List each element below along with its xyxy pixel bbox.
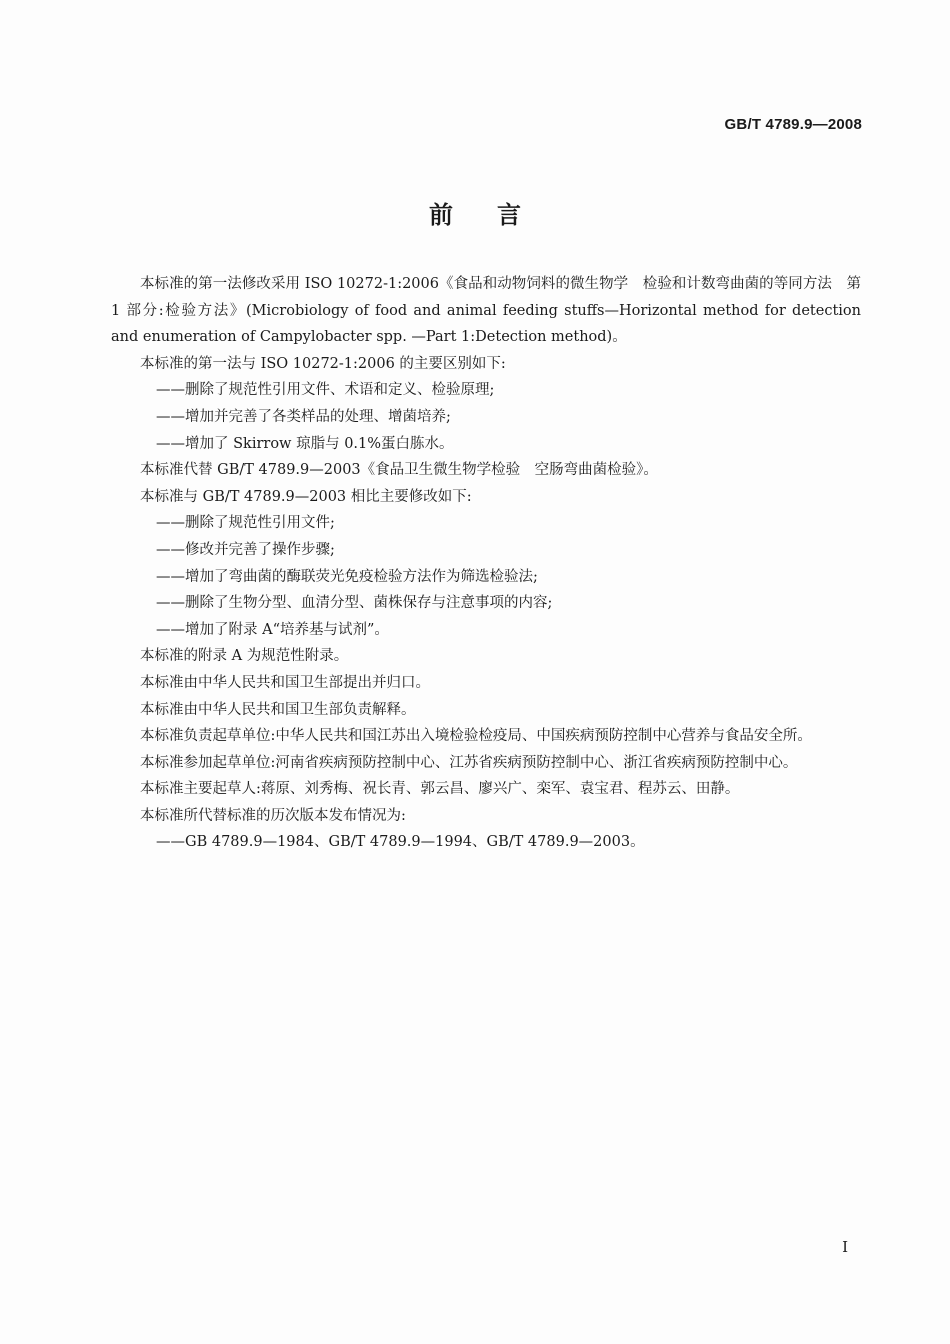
- paragraph: 本标准代替 GB/T 4789.9—2003《食品卫生微生物学检验 空肠弯曲菌检验》。: [140, 462, 658, 479]
- list-item: ——GB 4789.9—1984、GB/T 4789.9—1994、GB/T 4789.9—2003。: [156, 834, 645, 851]
- list-item: ——删除了规范性引用文件、术语和定义、检验原理;: [156, 382, 495, 399]
- list-item: ——删除了生物分型、血清分型、菌株保存与注意事项的内容;: [156, 595, 553, 612]
- paragraph: 本标准负责起草单位:中华人民共和国江苏出入境检验检疫局、中国疾病预防控制中心营养与食品安全所。: [140, 728, 812, 745]
- page-title: 前言: [429, 201, 565, 229]
- paragraph: 本标准由中华人民共和国卫生部提出并归口。: [140, 674, 430, 691]
- paragraph: 本标准由中华人民共和国卫生部负责解释。: [140, 701, 416, 718]
- paragraph: 本标准与 GB/T 4789.9—2003 相比主要修改如下:: [140, 488, 472, 505]
- paragraph: 本标准主要起草人:蒋原、刘秀梅、祝长青、郭云昌、廖兴广、栾军、袁宝君、程苏云、田静。: [140, 781, 740, 798]
- paragraph: 本标准所代替标准的历次版本发布情况为:: [140, 807, 406, 824]
- paragraph: 本标准的第一法修改采用 ISO 10272-1:2006《食品和动物饲料的微生物学 检验和计数弯曲菌的等同方法 第 1 部分:检验方法》(Microbiology of food and animal feeding stuffs—Horizontal method for detection and enumeration of Campylobacter spp. —Part 1:Detection method)。: [111, 276, 861, 346]
- list-item: ——删除了规范性引用文件;: [156, 515, 335, 532]
- list-item: ——修改并完善了操作步骤;: [156, 541, 335, 558]
- paragraph: 本标准的第一法与 ISO 10272-1:2006 的主要区别如下:: [140, 355, 506, 372]
- paragraph: 本标准的附录 A 为规范性附录。: [140, 648, 349, 665]
- paragraph: 本标准参加起草单位:河南省疾病预防控制中心、江苏省疾病预防控制中心、浙江省疾病预防控制中心。: [140, 754, 798, 771]
- foreword-body: [111, 271, 861, 856]
- list-item: ——增加了 Skirrow 琼脂与 0.1%蛋白胨水。: [156, 435, 454, 452]
- list-item: ——增加了附录 A“培养基与试剂”。: [156, 621, 389, 638]
- page-number: I: [842, 1238, 848, 1256]
- document-code: GB/T 4789.9—2008: [724, 116, 862, 133]
- list-item: ——增加了弯曲菌的酶联荧光免疫检验方法作为筛选检验法;: [156, 568, 538, 585]
- list-item: ——增加并完善了各类样品的处理、增菌培养;: [156, 408, 451, 425]
